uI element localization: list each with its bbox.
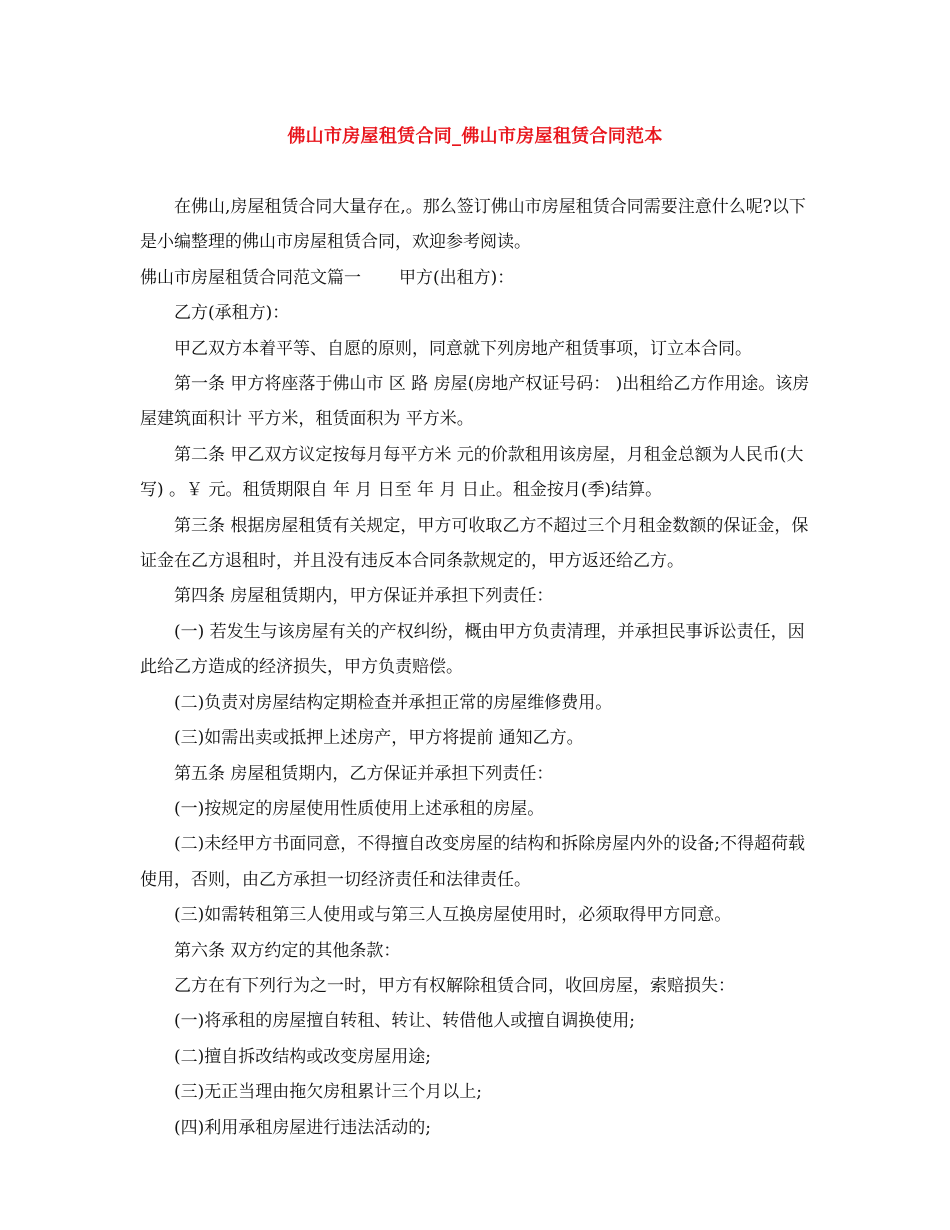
- article-6-intro: 乙方在有下列行为之一时，甲方有权解除租赁合同，收回房屋，索赔损失：: [174, 975, 735, 996]
- article-6: 第六条 双方约定的其他条款：: [174, 940, 401, 961]
- article-3: 第三条 根据房屋租赁有关规定，甲方可收取乙方不超过三个月租金数额的保证金，保证金在乙方退租时，并且没有违反本合同条款规定的，甲方返还给乙方。: [140, 515, 809, 572]
- article-5-item-3: (三)如需转租第三人使用或与第三人互换房屋使用时，必须取得甲方同意。: [174, 905, 732, 926]
- section-heading: 佛山市房屋租赁合同范文篇一: [140, 267, 361, 288]
- document-title: 佛山市房屋租赁合同_佛山市房屋租赁合同范本: [287, 126, 663, 147]
- article-1: 第一条 甲方将座落于佛山市 区 路 房屋(房地产权证号码： )出租给乙方作用途。该房屋建筑面积计 平方米，租赁面积为 平方米。: [140, 374, 810, 430]
- article-5: 第五条 房屋租赁期内，乙方保证并承担下列责任：: [174, 763, 554, 784]
- article-2: 第二条 甲乙双方议定按每月每平方米 元的价款租用该房屋，月租金总额为人民币(大写) 。￥ 元。租赁期限自 年 月 日至 年 月 日止。租金按月(季)结算。: [140, 444, 804, 501]
- article-6-item-4: (四)利用承租房屋进行违法活动的;: [174, 1117, 431, 1138]
- article-4-item-3: (三)如需出卖或抵押上述房产，甲方将提前 通知乙方。: [174, 728, 584, 749]
- section-heading-line: [140, 261, 815, 296]
- intro-paragraph: 在佛山,房屋租赁合同大量存在,。那么签订佛山市房屋租赁合同需要注意什么呢?以下是小编整理的佛山市房屋租赁合同，欢迎参考阅读。: [140, 197, 806, 253]
- article-4-item-1: (一) 若发生与该房屋有关的产权纠纷，概由甲方负责清理，并承担民事诉讼责任，因此给乙方造成的经济损失，甲方负责赔偿。: [140, 621, 805, 678]
- article-6-item-1: (一)将承租的房屋擅自转租、转让、转借他人或擅自调换使用;: [174, 1011, 635, 1032]
- party-b-label: 乙方(承租方)：: [174, 303, 290, 324]
- article-5-item-1: (一)按规定的房屋使用性质使用上述承租的房屋。: [174, 798, 545, 819]
- document-body: [140, 190, 815, 1146]
- article-6-item-3: (三)无正当理由拖欠房租累计三个月以上;: [174, 1082, 482, 1103]
- article-4: 第四条 房屋租赁期内，甲方保证并承担下列责任：: [174, 586, 554, 607]
- article-4-item-2: (二)负责对房屋结构定期检查并承担正常的房屋维修费用。: [174, 692, 613, 713]
- article-5-item-2: (二)未经甲方书面同意，不得擅自改变房屋的结构和拆除房屋内外的设备;不得超荷载使用，否则，由乙方承担一切经济责任和法律责任。: [140, 834, 805, 890]
- contract-paragraph: 甲乙双方本着平等、自愿的原则，同意就下列房地产租赁事项，订立本合同。: [174, 338, 752, 359]
- party-a-label: 甲方(出租方)：: [399, 267, 515, 288]
- article-6-item-2: (二)擅自拆改结构或改变房屋用途;: [174, 1046, 431, 1067]
